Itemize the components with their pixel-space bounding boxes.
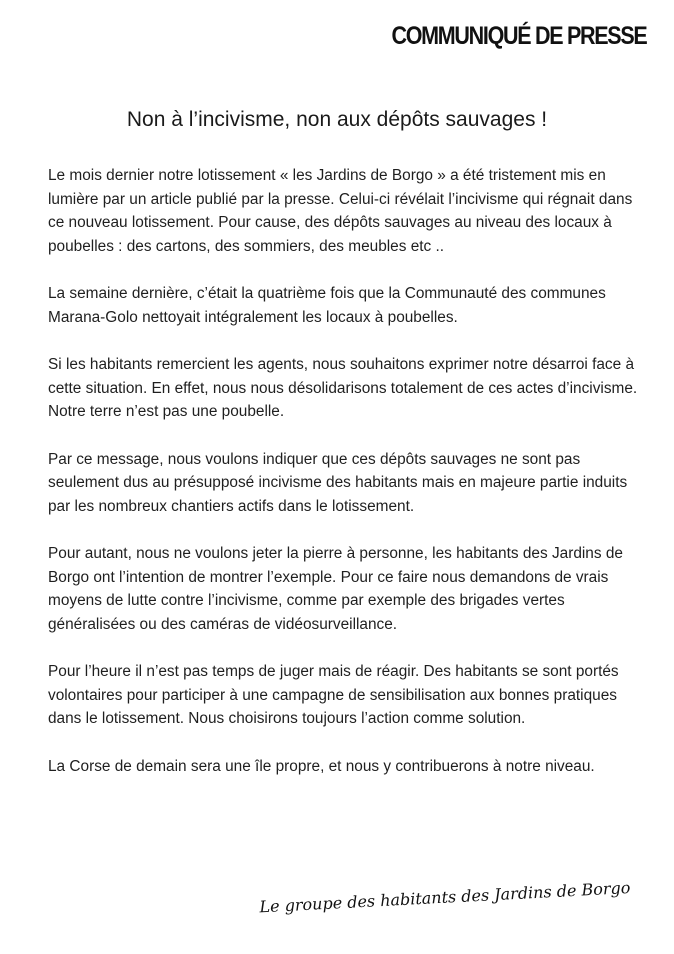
paragraph-2: La semaine dernière, c’était la quatrième fois que la Communauté des communes Marana-Golo nettoyait intégralement les locaux à poubelles.	[48, 285, 606, 326]
paragraph-3: Si les habitants remercient les agents, nous souhaitons exprimer notre désarroi face à cette situation. En effet, nous nous désolidarisons totalement de ces actes d’incivisme. Notre terre n’est pas une poubelle.	[48, 356, 638, 420]
headline: Non à l’incivisme, non aux dépôts sauvages !	[126, 108, 548, 131]
paragraph-1: Le mois dernier notre lotissement « les Jardins de Borgo » a été tristement mis en lumière par un article publié par la presse. Celui-ci révélait l’incivisme qui régnait dans ce nouveau lotissement. Pour cause, des dépôts sauvages au niveau des locaux à poubelles : des cartons, des sommiers, des meubles etc ..	[48, 167, 633, 255]
paragraph-5: Pour autant, nous ne voulons jeter la pierre à personne, les habitants des Jardins de Borgo ont l’intention de montrer l’exemple. Pour ce faire nous demandons de vrais moyens de lutte contre l’incivisme, comme par exemple des brigades vertes généralisées ou des caméras de vidéosurveillance.	[48, 545, 623, 633]
paragraph-4: Par ce message, nous voulons indiquer que ces dépôts sauvages ne sont pas seulement dus au présupposé incivisme des habitants mais en majeure partie induits par les nombreux chantiers actifs dans le lotissement.	[48, 450, 628, 515]
paragraph-7: La Corse de demain sera une île propre, et nous y contribuerons à notre niveau.	[48, 757, 595, 775]
paragraph-6: Pour l’heure il n’est pas temps de juger mais de réagir. Des habitants se sont portés volontaires pour participer à une campagne de sensibilisation aux bonnes pratiques dans le lotissement. Nous choisirons toujours l’action comme solution.	[48, 663, 619, 727]
document-type-label: COMMUNIQUÉ DE PRESSE	[391, 22, 646, 50]
signature: Le groupe des habitants des Jardins de Borgo	[258, 878, 631, 917]
body-text	[48, 164, 644, 802]
